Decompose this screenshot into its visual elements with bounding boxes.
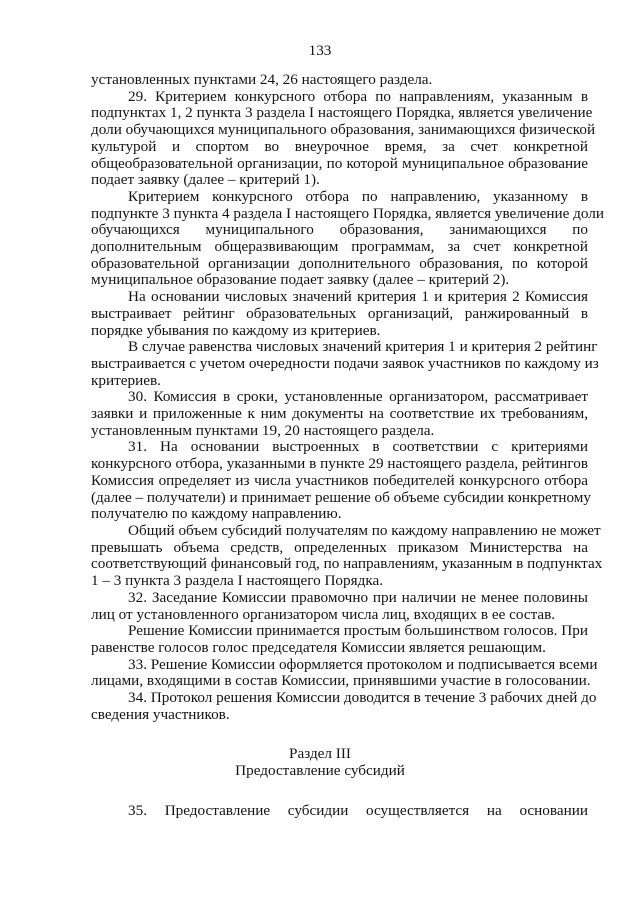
paragraph [91, 289, 588, 339]
paragraph-line: общеобразовательной организации, по которой муниципальное образование [91, 154, 588, 172]
paragraph-35 [91, 803, 588, 820]
paragraph [91, 72, 588, 89]
paragraph-line: Комиссия определяет из числа участников победителей конкурсного отбора [91, 471, 588, 489]
paragraph-line: порядке убывания по каждому из критериев. [91, 321, 381, 339]
paragraph-line: конкурсного отбора, указанными в пункте 29 настоящего раздела, рейтингов [91, 455, 588, 473]
paragraph-line: доли обучающихся муниципального образования, занимающихся физической [91, 121, 596, 139]
paragraph-line: установленных пунктами 24, 26 настоящего раздела. [91, 71, 433, 88]
paragraph [91, 87, 596, 189]
paragraph-line: выстраивается с учетом очередности подачи заявок участников по каждому из [91, 354, 599, 372]
paragraph-line: 31. На основании выстроенных в соответствии с критериями [128, 438, 588, 456]
paragraph-line: лицами, входящими в состав Комиссии, принявшими участие в голосовании. [91, 672, 591, 690]
document-body [91, 71, 604, 820]
paragraph-line: получателю по каждому направлению. [91, 505, 342, 523]
paragraph-line: превышать объема средств, определенных приказом Министерства на [91, 538, 588, 556]
paragraph [91, 389, 588, 439]
paragraph-line: образовательной организации дополнительного образования, по которой [91, 254, 588, 272]
paragraph-line: выстраивает рейтинг образовательных организаций, ранжированный в [91, 304, 588, 322]
paragraph-line: 30. Комиссия в сроки, установленные организатором, рассматривает [128, 388, 588, 406]
paragraph-line: (далее – получатели) и принимает решение об объеме субсидии конкретному [91, 488, 591, 506]
paragraph-line: равенстве голосов голос председателя Комиссии является решающим. [91, 638, 546, 656]
paragraph [91, 338, 599, 389]
paragraph-line: дополнительным общеразвивающим программам, за счет конкретной [91, 238, 588, 256]
paragraph-line: установленным пунктами 19, 20 настоящего раздела. [91, 421, 435, 439]
paragraph-line: 32. Заседание Комиссии правомочно при наличии не менее половины [128, 588, 588, 606]
paragraph-line: культурой и спортом во внеурочное время, за счет конкретной [91, 137, 588, 155]
paragraph [91, 689, 597, 723]
paragraph-line: соответствующий финансовый год, по направлениям, указанным в подпунктах [91, 555, 603, 573]
paragraph [91, 590, 588, 623]
paragraph-line: 29. Критерием конкурсного отбора по направлениям, указанным в [128, 87, 588, 105]
paragraph-line: лиц от установленного организатором числа лиц, входящих в ее состав. [91, 605, 556, 623]
paragraph-line: обучающихся муниципального образования, занимающихся по [91, 221, 588, 239]
paragraph [91, 655, 598, 690]
paragraph-line: 1 – 3 пункта 3 раздела I настоящего Порядка. [91, 572, 384, 590]
paragraph-line: На основании числовых значений критерия 1 и критерия 2 Комиссия [128, 288, 588, 306]
paragraph-line: критериев. [91, 371, 161, 389]
paragraph-line: Общий объем субсидий получателям по каждому направлению не может [128, 521, 601, 539]
paragraph-line: 33. Решение Комиссии оформляется протоколом и подписывается всеми [128, 655, 598, 673]
paragraph [91, 438, 591, 523]
paragraph-line: Решение Комиссии принимается простым большинством голосов. При [128, 622, 588, 640]
paragraph-line: подает заявку (далее – критерий 1). [91, 171, 320, 189]
paragraph-line: подпункте 3 пункта 4 раздела I настоящего Порядка, является увеличение доли [91, 204, 604, 222]
section-title: Раздел III [289, 745, 351, 763]
paragraph [91, 521, 603, 590]
section-subtitle: Предоставление субсидий [235, 762, 405, 780]
paragraph-line: 35. Предоставление субсидии осуществляется на основании [128, 801, 588, 819]
paragraph-line: В случае равенства числовых значений критерия 1 и критерия 2 рейтинг [128, 338, 598, 356]
section-heading [0, 746, 640, 779]
paragraph [91, 623, 588, 656]
paragraph-line: 34. Протокол решения Комиссии доводится в течение 3 рабочих дней до [128, 689, 597, 707]
paragraph-line: Критерием конкурсного отбора по направлению, указанному в [128, 187, 588, 205]
paragraph-line: муниципальное образование подает заявку (далее – критерий 2). [91, 271, 510, 289]
paragraph [91, 187, 604, 289]
paragraph-line: заявки и приложенные к ним документы на соответствие их требованиям, [91, 405, 588, 423]
page-number: 133 [308, 42, 332, 59]
paragraph-line: сведения участников. [91, 705, 230, 723]
paragraph-line: подпунктах 1, 2 пункта 3 раздела I настоящего Порядка, является увеличение [91, 104, 593, 122]
